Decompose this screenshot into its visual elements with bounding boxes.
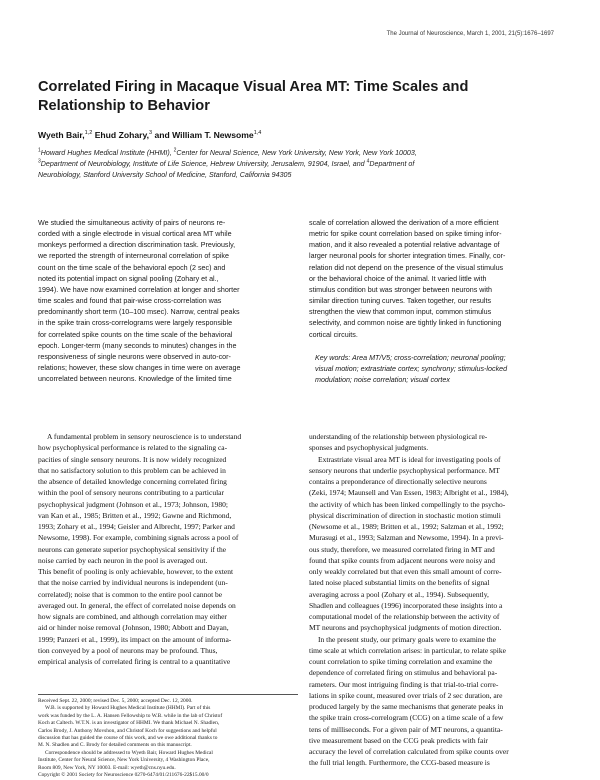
body-text-line: accuracy the level of correlation calculated from spike counts over	[309, 747, 509, 756]
abstract-line: time scales and found that pair-wise cross-correlation was	[38, 297, 222, 306]
footnote-divider	[38, 694, 298, 695]
affiliation-marker: 2	[173, 147, 177, 154]
abstract-line: stimulus condition but was stronger between neurons with	[309, 285, 492, 294]
body-text-line: In the present study, our primary goals were to examine the	[318, 634, 497, 644]
abstract-line: strengthen the view that common input, common stimulus	[309, 308, 492, 317]
abstract-right-column	[309, 218, 566, 341]
abstract-line: metric for spike count correlation based on spike timing infor-	[309, 230, 502, 239]
body-text-line: the full trial length. Furthermore, the CCG-based measure is	[309, 758, 490, 768]
title-line: Correlated Firing in Macaque Visual Area MT: Time Scales and	[38, 79, 469, 95]
abstract-line: cortical circuits.	[309, 330, 358, 339]
abstract-line: We studied the simultaneous activity of pairs of neurons re-	[38, 219, 226, 227]
affiliation-text: Howard Hughes Medical Institute (HHMI),	[40, 149, 174, 157]
body-text-line: This benefit of pooling is only achievable, however, to the extent	[38, 567, 234, 576]
body-text-line: sensory neurons that underlie psychophysical performance. MT	[309, 465, 500, 475]
body-text-line: tion conveyed by a pool of neurons may be profound. Thus,	[38, 645, 218, 655]
body-text-line: pacities of single sensory neurons. It is now widely recognized	[38, 454, 227, 464]
abstract-line: scale of correlation allowed the derivation of a more efficient	[309, 219, 499, 227]
body-text-line: tive measurement based on the CCG peak predicts with fair	[309, 735, 488, 745]
body-text-line: (Newsome et al., 1989; Britten et al., 1992; Salzman et al., 1992;	[309, 522, 504, 531]
article-title	[38, 78, 568, 115]
body-text-line: the activity of which has been linked compellingly to the psycho-	[309, 499, 506, 509]
abstract-line: we reported the strength of interneuronal correlation of spike	[38, 252, 229, 261]
body-left-column	[38, 431, 298, 667]
footnote-line: W.B. is supported by Howard Hughes Medical Institute (HHMI). Part of this	[45, 705, 211, 712]
footnote-line: discussion that has guided the course of this work, and we owe additional thanks to	[38, 735, 218, 742]
body-text-line: averaged out. In general, the effect of correlated noise depends on	[38, 600, 236, 610]
body-text-line: lations in spike count, measured over trials of 2 sec duration, are	[309, 690, 503, 700]
body-text-line: averaging across a pool (Zohary et al., 1994). Subsequently,	[309, 589, 489, 599]
author-name: Wyeth Bair,	[38, 130, 85, 140]
footnote-line: Institute, Center for Neural Science, New York University, 4 Washington Place,	[38, 757, 210, 764]
abstract-line: larger neuronal pools for shorter integration times. Finally, cor-	[309, 252, 506, 261]
body-text-line: that no satisfactory solution to this problem can be achieved in	[38, 465, 226, 475]
abstract-left-column	[38, 218, 295, 385]
abstract-line: uncorrelated between neurons. Knowledge of the limited time	[38, 375, 232, 384]
body-text-line: produced largely by the same mechanisms that generate peaks in	[309, 702, 504, 711]
author-name: William T. Newsome	[172, 130, 254, 140]
abstract-line: mation, and it also revealed a potential relative advantage of	[309, 241, 500, 250]
affiliation-marker: 4	[366, 158, 370, 165]
body-text-line: within the pool of sensory neurons contributing to a particular	[38, 488, 225, 498]
body-text-line: tens of milliseconds. For a given pair of MT neurons, a quantita-	[309, 724, 503, 734]
affiliation-line	[38, 148, 566, 159]
abstract-line: 1994). We have now examined correlation at longer and shorter	[38, 285, 240, 294]
footnote-line: Correspondence should be addressed to Wyeth Bair, Howard Hughes Medical	[45, 749, 213, 756]
affiliation-line: Neurobiology, Stanford University School of Medicine, Stanford, California 94305	[38, 171, 292, 179]
abstract-line: in the spike train cross-correlograms were largely responsible	[38, 319, 233, 328]
body-text-line: noise carried by each neuron in the pool is averaged out.	[38, 555, 208, 565]
body-text-line: time scale at which correlation arises: in particular, to relate spike	[309, 645, 506, 655]
footnotes	[38, 698, 300, 779]
body-text-line: found that spike counts from adjacent neurons were noisy and	[309, 555, 495, 565]
affiliation-line	[38, 159, 566, 170]
body-text-line: Shadlen and colleagues (1996) incorporated these insights into a	[309, 600, 503, 610]
body-text-line: rameters. Our most intriguing finding is that trial-to-trial corre-	[309, 679, 499, 689]
footnote-line: work was funded by the L. A. Hansen Fellowship to W.B. while in the lab of Christof	[38, 712, 223, 719]
abstract-line: noted its potential impact on signal pooling (Zohary et al.,	[38, 274, 219, 283]
abstract-line: monkeys performed a direction discrimination task. Previously,	[38, 241, 236, 250]
footnote-line: Received Sept. 22, 2000; revised Dec. 5, 2000; accepted Dec. 12, 2000.	[38, 698, 193, 704]
footnote-line: Copyright © 2001 Society for Neuroscience 0270-6474/01/211676-22$15.00/0	[38, 772, 209, 779]
body-text-line: A fundamental problem in sensory neuroscience is to understand	[47, 432, 242, 441]
body-text-line: Extrastriate visual area MT is ideal for investigating pools of	[318, 454, 501, 464]
body-text-line: the spike train cross-correlogram (CCG) on a time scale of a few	[309, 713, 504, 723]
keyword-line: Key words: Area MT/V5; cross-correlation; neuronal pooling;	[315, 354, 506, 362]
author-affiliation-marker: 3	[148, 130, 153, 137]
body-right-column	[309, 431, 568, 769]
body-text-line: (Zeki, 1974; Maunsell and Van Essen, 1983; Albright et al., 1984),	[309, 488, 509, 498]
title-line: Relationship to Behavior	[38, 97, 210, 114]
body-text-line: ous study, therefore, we measured correlated firing in MT and	[309, 544, 495, 554]
abstract-line: for correlated spike counts on the time scale of the behavioral	[38, 330, 233, 339]
body-text-line: lated noise placed substantial limits on the benefits of signal	[309, 578, 490, 588]
affiliation-marker: 1	[38, 147, 41, 154]
body-text-line: van Kan et al., 1985; Britten et al., 1992; Gawne and Richmond,	[38, 510, 232, 520]
body-text-line: correlated); noise that is common to the entire pool cannot be	[38, 589, 223, 599]
body-text-line: 1999; Panzeri et al., 1999), its impact on the amount of informa-	[38, 634, 232, 644]
keyword-line: modulation; noise correlation; visual cortex	[315, 376, 450, 385]
body-text-line: that the noise carried by individual neurons is independent (un-	[38, 578, 228, 588]
abstract-line: selectivity, and common noise are tightly linked in functioning	[309, 319, 502, 328]
footnote-line: Carlos Brody, J. Anthony Movshon, and Christof Koch for suggestions and helpful	[38, 727, 217, 734]
body-text-line: physical discrimination of direction in stochastic motion stimuli	[309, 510, 501, 520]
body-text-line: the absence of detailed knowledge concerning correlated firing	[38, 477, 227, 486]
body-text-line: MT neurons and psychophysical judgments of motion direction.	[309, 623, 502, 633]
body-text-line: how signals are combined, and although correlation may either	[38, 612, 227, 621]
body-text-line: psychophysical judgment (Johnson et al., 1973; Johnson, 1980;	[38, 499, 228, 509]
author-affiliation-marker: 1,4	[253, 130, 262, 137]
keyword-line: visual motion; extrastriate cortex; synchrony; stimulus-locked	[315, 365, 508, 374]
body-text-line: Newsome, 1998). For example, combining signals across a pool of	[38, 533, 239, 543]
abstract-line: predominantly short term (10–100 msec). Narrow, central peaks	[38, 308, 240, 317]
abstract-line: responsiveness of single neurons were observed in auto-cor-	[38, 352, 231, 361]
footnote-line: Room 809, New York, NY 10003. E-mail: wyeth@cns.nyu.edu.	[38, 764, 176, 771]
footnote-line: Koch at Caltech. W.T.N. is an investigator of HHMI. We thank Michael N. Shadlen,	[38, 720, 220, 727]
affiliation-text: Center for Neural Science, New York University, New York, New York 10003,	[176, 149, 417, 157]
affiliations	[38, 148, 566, 181]
abstract-line: count on the time scale of the behavioral epoch (2 sec) and	[38, 263, 226, 272]
body-text-line: count correlation to spike timing correlation and examine the	[309, 657, 493, 666]
author-list	[38, 130, 568, 141]
body-text-line: understanding of the relationship between physiological re-	[309, 432, 488, 441]
body-text-line: empirical analysis of correlated firing is central to a quantitative	[38, 657, 231, 666]
abstract-line: corded with a single electrode in visual cortical area MT while	[38, 230, 232, 239]
abstract-line: similar direction tuning curves. Taken together, our results	[309, 297, 492, 306]
body-text-line: only weakly correlated but that even this small amount of corre-	[309, 567, 502, 576]
abstract-line: relations; however, these slow changes in time were on average	[38, 364, 241, 373]
author-name: Ehud Zohary,	[94, 130, 149, 140]
author-conjunction: and	[154, 130, 170, 140]
body-text-line: dependence of correlated firing on stimulus and behavioral pa-	[309, 668, 498, 678]
body-text-line: neurons can generate superior psychophysical sensitivity if the	[38, 544, 227, 554]
affiliation-text: Department of	[369, 160, 415, 168]
body-text-line: Murasugi et al., 1993; Salzman and Newsome, 1994). In a previ-	[309, 533, 504, 543]
footnote-line: M. N. Shadlen and C. Brody for detailed comments on this manuscript.	[38, 742, 192, 749]
author-affiliation-marker: 1,2	[84, 130, 93, 137]
body-text-line: sponses and psychophysical judgments.	[309, 443, 429, 453]
abstract-line: or the behavioral choice of the animal. It varied little with	[309, 274, 487, 283]
body-text-line: 1993; Zohary et al., 1994; Geisler and Albrecht, 1997; Parker and	[38, 522, 235, 531]
body-text-line: contains a preponderance of directionally selective neurons	[309, 477, 487, 486]
body-text-line: aid or hinder noise removal (Johnson, 1980; Abbott and Dayan,	[38, 623, 229, 633]
body-text-line: how psychophysical performance is related to the signaling ca-	[38, 443, 228, 453]
journal-citation: The Journal of Neuroscience, March 1, 2001, 21(5):1676–1697	[386, 31, 554, 37]
abstract-line: relation did not depend on the presence of the visual stimulus	[309, 263, 504, 272]
abstract-line: epoch. Longer-term (many seconds to minutes) changes in the	[38, 341, 237, 350]
affiliation-marker: 3	[38, 158, 41, 165]
body-text-line: computational model of the relationship between the activity of	[309, 612, 500, 621]
affiliation-text: Department of Neurobiology, Institute of Life Science, Hebrew University, Jerusalem, 91904, Israel, and	[40, 160, 367, 168]
keywords	[315, 353, 567, 387]
